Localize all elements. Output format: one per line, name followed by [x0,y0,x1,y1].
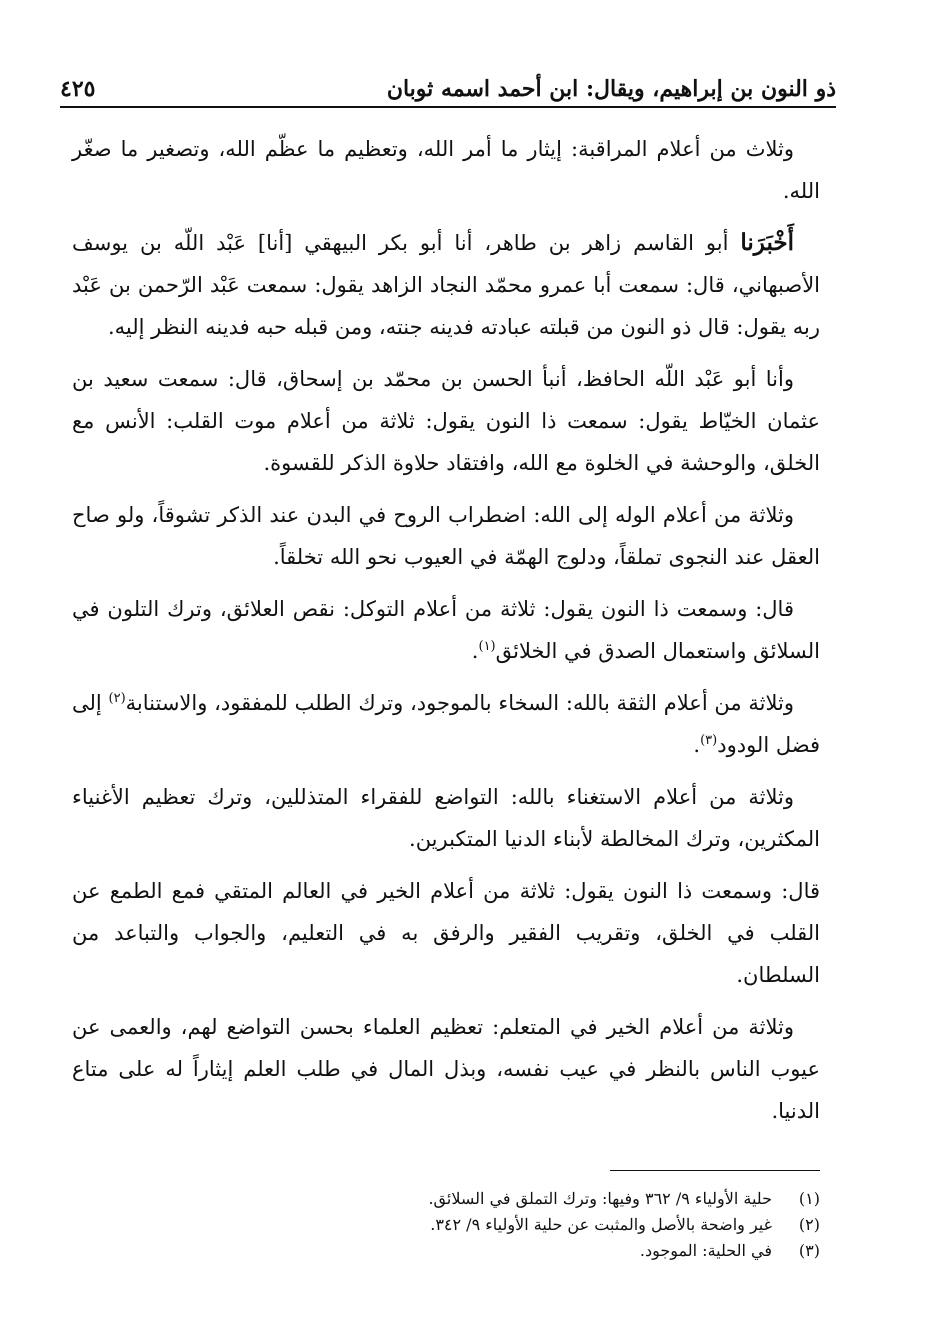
footnote [72,1186,820,1212]
paragraph-text: وثلاثة من أعلام الخير في المتعلم: تعظيم العلماء بحسن التواضع لهم، والعمى عن عيوب الناس بالنظر في عيب نفسه، وبذل المال في طلب العلم إيثاراً له على متاع الدنيا. [72,1015,820,1123]
footnote-rule [610,1170,820,1171]
paragraph-text: وثلاث من أعلام المراقبة: إيثار ما أمر الله، وتعظيم ما عظّم الله، وتصغير ما صغّر الله. [72,137,820,203]
paragraph [72,776,820,860]
header-rule [60,106,836,108]
footnote-number: (٣) [798,1241,820,1260]
body-text [72,128,820,1142]
footnote-text: حلية الأولياء ٩/ ٣٦٢ وفيها: وترك التملق في السلائق. [428,1189,772,1208]
footnotes [72,1186,820,1264]
paragraph-tail: . [471,639,479,663]
footnote-text: في الحلية: الموجود. [639,1241,772,1260]
page-header [60,62,836,102]
paragraph-text: قال: وسمعت ذا النون يقول: ثلاثة من أعلام الخير في العالم المتقي فمع الطمع عن القلب في الخلق، وتقريب الفقير والرفق به في التعليم، والجواب والتباعد من السلطان. [72,879,820,987]
lead-word: أَخْبَرَنا [740,229,794,256]
paragraph-text: وثلاثة من أعلام الاستغناء بالله: التواضع للفقراء المتذللين، وترك تعظيم الأغنياء المكثرين، وترك المخالطة لأبناء الدنيا المتكبرين. [72,785,820,851]
page-number: ٤٢٥ [60,76,96,102]
paragraph [72,588,820,672]
paragraph [72,870,820,996]
running-title: ذو النون بن إبراهيم، ويقال: ابن أحمد اسمه ثوبان [386,76,836,102]
footnote-text: غير واضحة بالأصل والمثبت عن حلية الأولياء ٩/ ٣٤٢. [430,1215,772,1234]
paragraph-text: وأنا أبو عَبْد اللّه الحافظ، أنبأ الحسن بن محمّد بن إسحاق، قال: سمعت سعيد بن عثمان الخيّاط يقول: سمعت ذا النون يقول: ثلاثة من أعلام موت القلب: الأنس مع الخلق، والوحشة في الخلوة مع الله، وافتقاد حلاوة الذكر للقسوة. [72,367,820,475]
paragraph-text: إلى فضل الودود [72,691,820,757]
paragraph [72,1006,820,1132]
paragraph-tail: . [693,733,701,757]
footnote-marker: (٢) [108,691,126,706]
footnote [72,1238,820,1264]
paragraph-text: وثلاثة من أعلام الوله إلى الله: اضطراب الروح في البدن عند الذكر تشوقاً، ولو صاح العقل عند النجوى تملقاً، ودلوج الهمّة في العيوب نحو الله تخلقاً. [72,503,820,569]
footnote-number: (١) [798,1189,820,1208]
footnote [72,1212,820,1238]
paragraph-text: وثلاثة من أعلام الثقة بالله: السخاء بالموجود، وترك الطلب للمفقود، والاستنابة [125,691,795,715]
paragraph-text: أبو القاسم زاهر بن طاهر، أنا أبو بكر البيهقي [أنا] عَبْد اللّه بن يوسف الأصبهاني، قال: سمعت أبا عمرو محمّد النجاد الزاهد يقول: سمعت عَبْد الرّحمن بن عَبْد ربه يقول: قال ذو النون من قبلته عبادته فدينه جنته، ومن قبله حبه فدينه النظر إليه. [72,231,820,339]
footnote-number: (٢) [798,1215,820,1234]
footnote-marker: (١) [478,639,496,654]
paragraph [72,358,820,484]
paragraph [72,682,820,766]
paragraph [72,222,820,348]
paragraph [72,494,820,578]
paragraph [72,128,820,212]
footnote-marker: (٣) [700,733,718,748]
paragraph-text: قال: وسمعت ذا النون يقول: ثلاثة من أعلام التوكل: نقص العلائق، وترك التلون في السلائق واستعمال الصدق في الخلائق [72,597,820,663]
